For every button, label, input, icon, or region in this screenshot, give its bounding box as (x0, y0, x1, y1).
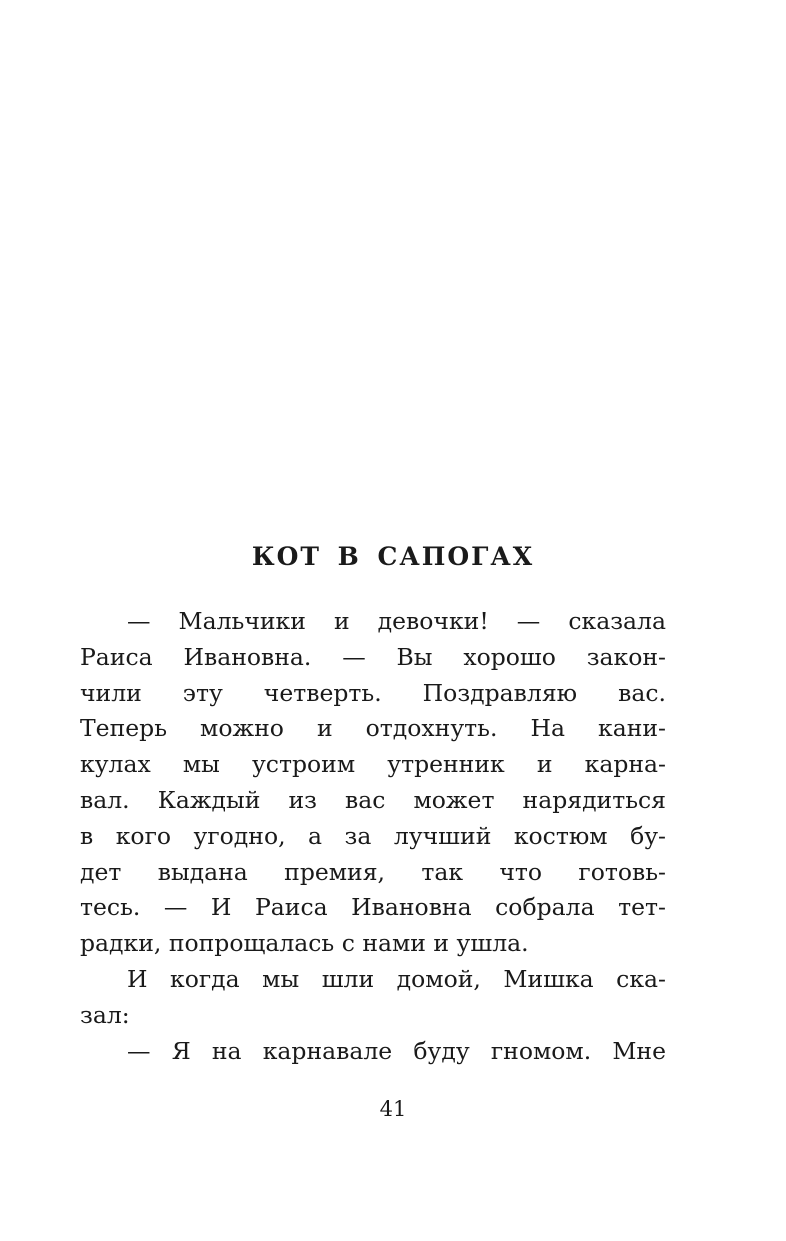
page-number: 41 (379, 1097, 407, 1121)
body-text (80, 604, 666, 1069)
text-line: дет выдана премия, так что готовь- (80, 857, 666, 886)
text-line: тесь. — И Раиса Ивановна собрала тет- (80, 893, 666, 922)
text-line: в кого угодно, а за лучший костюм бу- (80, 821, 666, 850)
chapter-title: КОТ В САПОГАХ (251, 542, 535, 571)
text-line: кулах мы устроим утренник и карна- (80, 750, 666, 779)
text-line: чили эту четверть. Поздравляю вас. (80, 678, 666, 707)
text-line: Раиса Ивановна. — Вы хорошо закон- (80, 642, 666, 671)
text-line: — Я на карнавале буду гномом. Мне (127, 1036, 666, 1065)
text-line: зал: (80, 1000, 130, 1029)
text-line: — Мальчики и девочки! — сказала (127, 607, 666, 635)
text-line: И когда мы шли домой, Мишка ска- (127, 964, 666, 993)
text-line: Теперь можно и отдохнуть. На кани- (80, 714, 666, 743)
text-line: вал. Каждый из вас может нарядиться (80, 785, 666, 814)
text-line: радки, попрощалась с нами и ушла. (80, 929, 529, 958)
illustration-placeholder (80, 140, 665, 510)
